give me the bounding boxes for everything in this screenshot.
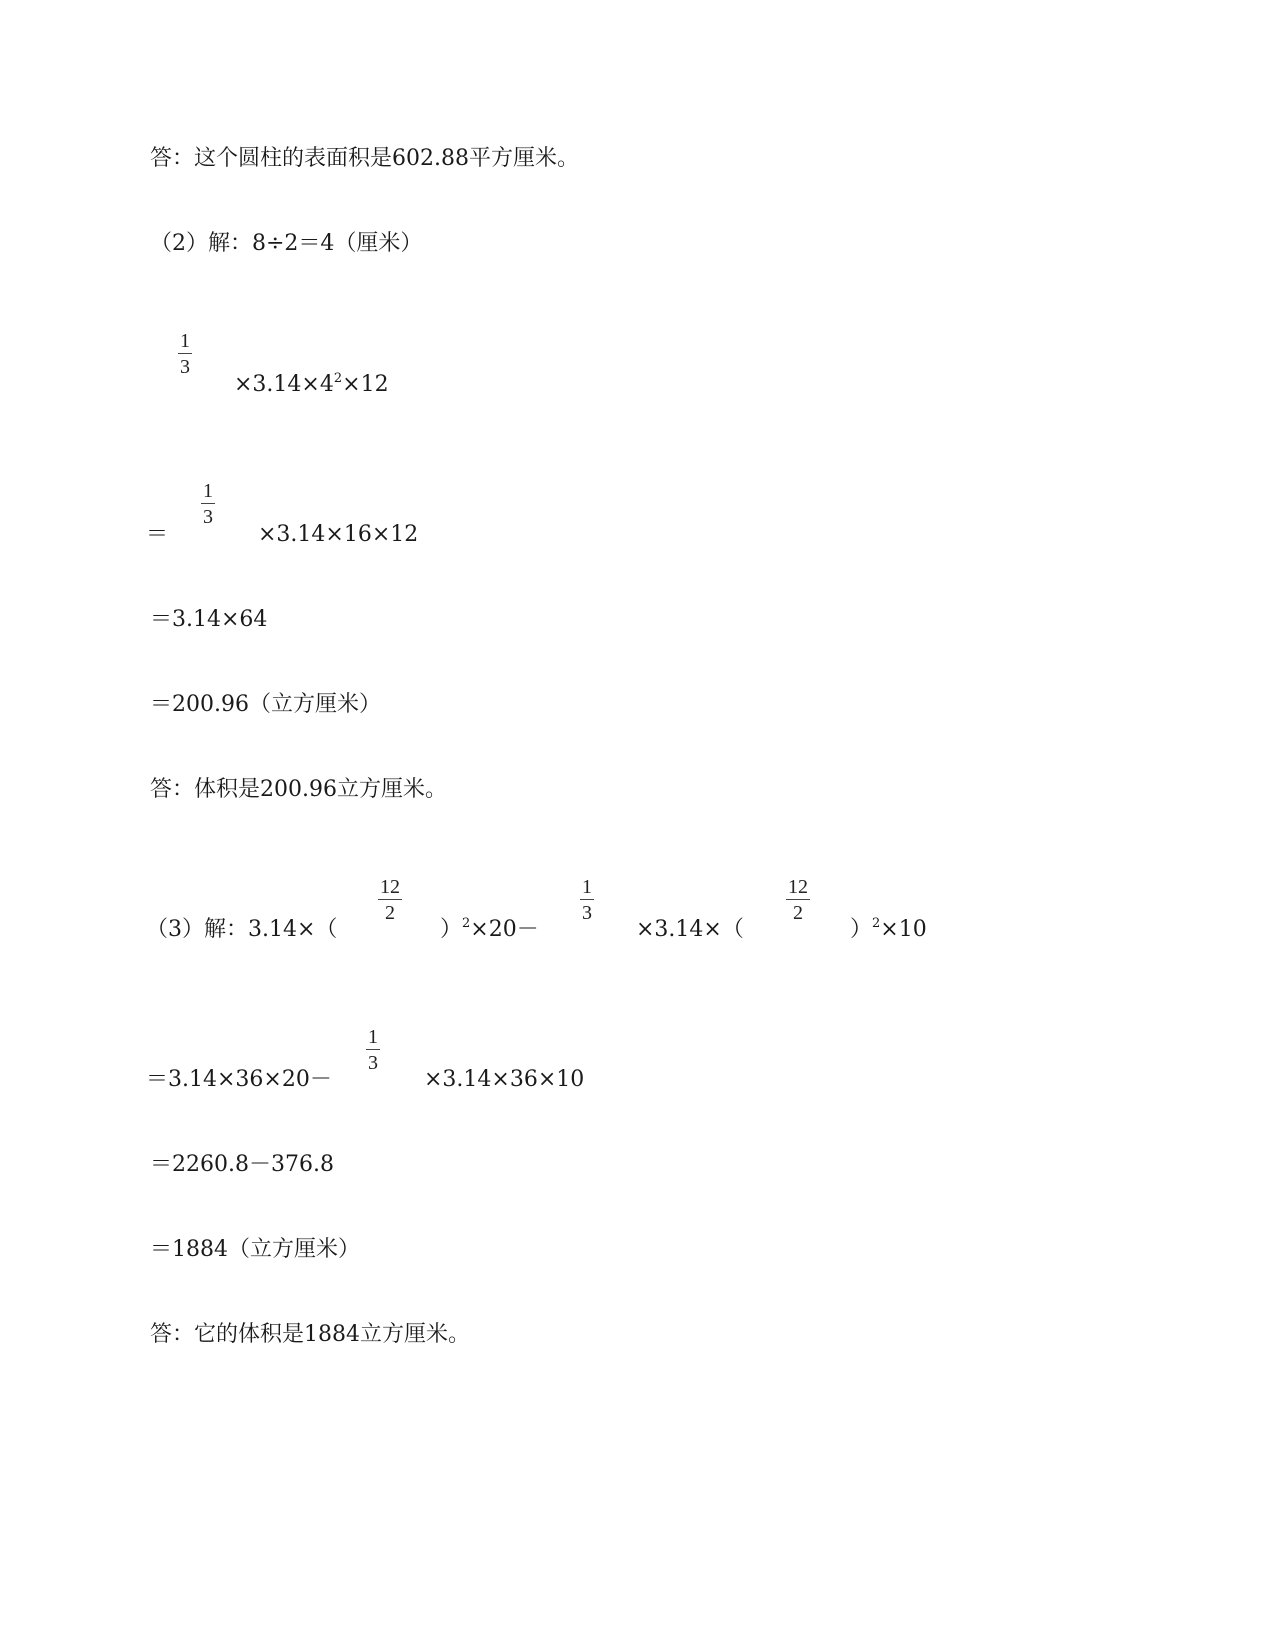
fraction-numerator: 1 [180, 330, 190, 352]
expression-line-10: ＝2260.8－376.8 [150, 1152, 334, 1177]
expression-text: ×10 [880, 917, 927, 942]
exponent: 2 [333, 371, 343, 386]
equals-sign: ＝ [146, 522, 169, 547]
answer-line-2: 答：体积是200.96立方厘米。 [150, 777, 447, 802]
fraction-one-third [580, 876, 594, 924]
fraction-denominator: 3 [203, 506, 213, 528]
fraction-bar [366, 1049, 380, 1050]
expression-line-8-part-b [440, 917, 539, 943]
exponent: 2 [872, 916, 881, 931]
expression-line-11: ＝1884（立方厘米） [150, 1237, 360, 1262]
expression-line-3 [234, 372, 389, 398]
answer-line-3: 答：它的体积是1884立方厘米。 [150, 1322, 470, 1347]
expression-line-4: ×3.14×16×12 [258, 522, 419, 547]
fraction-twelve-half [378, 876, 402, 924]
fraction-denominator: 2 [385, 902, 395, 924]
fraction-numerator: 12 [788, 876, 808, 898]
expression-line-6: ＝200.96（立方厘米） [150, 692, 381, 717]
expression-line-9-part-b: ×3.14×36×10 [424, 1067, 585, 1092]
expression-text: ） [850, 917, 873, 942]
expression-text: ×12 [342, 372, 389, 397]
expression-line-5: ＝3.14×64 [150, 607, 268, 632]
fraction-denominator: 2 [793, 902, 803, 924]
expression-text: ×3.14×4 [234, 372, 334, 397]
exponent: 2 [462, 916, 471, 931]
fraction-one-third [366, 1026, 380, 1074]
expression-line-8-part-d: ×3.14×（ [636, 917, 744, 942]
expression-text: ×20－ [470, 917, 539, 942]
fraction-one-third [201, 480, 215, 528]
fraction-numerator: 12 [380, 876, 400, 898]
fraction-denominator: 3 [180, 356, 190, 378]
fraction-bar [378, 899, 402, 900]
fraction-denominator: 3 [582, 902, 592, 924]
fraction-one-third [178, 330, 192, 378]
expression-line-8-part-a: （3）解：3.14×（ [146, 917, 338, 942]
fraction-numerator: 1 [368, 1026, 378, 1048]
fraction-bar [580, 899, 594, 900]
fraction-numerator: 1 [203, 480, 213, 502]
fraction-bar [201, 503, 215, 504]
fraction-numerator: 1 [582, 876, 592, 898]
expression-line-8-part-e [850, 917, 927, 943]
fraction-bar [786, 899, 810, 900]
fraction-denominator: 3 [368, 1052, 378, 1074]
fraction-twelve-half [786, 876, 810, 924]
expression-line-9-part-a: ＝3.14×36×20－ [146, 1067, 332, 1092]
answer-line-1: 答：这个圆柱的表面积是602.88平方厘米。 [150, 146, 579, 171]
solution-2-header: （2）解：8÷2＝4（厘米） [150, 231, 423, 256]
fraction-bar [178, 353, 192, 354]
expression-text: ） [440, 917, 463, 942]
